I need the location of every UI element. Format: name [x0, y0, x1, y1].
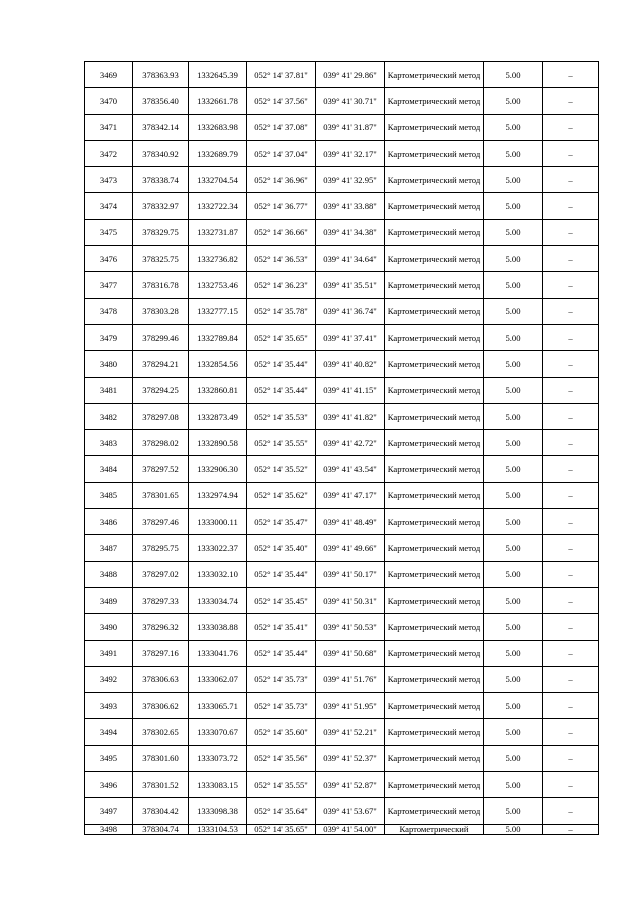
method-cell: Картометрический метод	[385, 351, 484, 377]
latitude-cell: 052° 14' 35.44"	[247, 561, 316, 587]
latitude-cell: 052° 14' 36.77"	[247, 193, 316, 219]
table-row	[85, 246, 599, 272]
point-number-cell: 3490	[85, 614, 133, 640]
point-number-cell: 3493	[85, 693, 133, 719]
method-cell: Картометрический	[385, 824, 484, 834]
latitude-cell: 052° 14' 35.44"	[247, 640, 316, 666]
table-row	[85, 509, 599, 535]
table-row	[85, 772, 599, 798]
point-number-cell: 3489	[85, 587, 133, 613]
coord-x-cell: 378302.65	[133, 719, 189, 745]
longitude-cell: 039° 41' 50.31"	[316, 587, 385, 613]
accuracy-cell: 5.00	[484, 798, 543, 824]
longitude-cell: 039° 41' 34.38"	[316, 219, 385, 245]
accuracy-cell: 5.00	[484, 693, 543, 719]
latitude-cell: 052° 14' 35.53"	[247, 403, 316, 429]
table-row	[85, 745, 599, 771]
longitude-cell: 039° 41' 50.68"	[316, 640, 385, 666]
coord-x-cell: 378296.32	[133, 614, 189, 640]
latitude-cell: 052° 14' 36.66"	[247, 219, 316, 245]
method-cell: Картометрический метод	[385, 587, 484, 613]
latitude-cell: 052° 14' 35.56"	[247, 745, 316, 771]
point-number-cell: 3492	[85, 666, 133, 692]
table-row	[85, 614, 599, 640]
longitude-cell: 039° 41' 43.54"	[316, 456, 385, 482]
coord-y-cell: 1332789.84	[189, 324, 247, 350]
accuracy-cell: 5.00	[484, 272, 543, 298]
note-cell: –	[543, 535, 599, 561]
table-row	[85, 140, 599, 166]
longitude-cell: 039° 41' 52.21"	[316, 719, 385, 745]
coord-y-cell: 1332661.78	[189, 88, 247, 114]
note-cell: –	[543, 772, 599, 798]
accuracy-cell: 5.00	[484, 719, 543, 745]
coord-x-cell: 378297.16	[133, 640, 189, 666]
coord-x-cell: 378294.21	[133, 351, 189, 377]
table-row	[85, 482, 599, 508]
latitude-cell: 052° 14' 35.64"	[247, 798, 316, 824]
method-cell: Картометрический метод	[385, 719, 484, 745]
note-cell: –	[543, 351, 599, 377]
coord-y-cell: 1333083.15	[189, 772, 247, 798]
accuracy-cell: 5.00	[484, 614, 543, 640]
point-number-cell: 3494	[85, 719, 133, 745]
longitude-cell: 039° 41' 54.00"	[316, 824, 385, 834]
accuracy-cell: 5.00	[484, 666, 543, 692]
latitude-cell: 052° 14' 35.45"	[247, 587, 316, 613]
accuracy-cell: 5.00	[484, 88, 543, 114]
point-number-cell: 3491	[85, 640, 133, 666]
latitude-cell: 052° 14' 36.53"	[247, 246, 316, 272]
note-cell: –	[543, 140, 599, 166]
accuracy-cell: 5.00	[484, 772, 543, 798]
method-cell: Картометрический метод	[385, 509, 484, 535]
coord-x-cell: 378304.74	[133, 824, 189, 834]
table-row	[85, 351, 599, 377]
coord-y-cell: 1332860.81	[189, 377, 247, 403]
coord-x-cell: 378297.52	[133, 456, 189, 482]
coord-x-cell: 378294.25	[133, 377, 189, 403]
point-number-cell: 3486	[85, 509, 133, 535]
latitude-cell: 052° 14' 36.96"	[247, 167, 316, 193]
longitude-cell: 039° 41' 52.87"	[316, 772, 385, 798]
latitude-cell: 052° 14' 35.40"	[247, 535, 316, 561]
longitude-cell: 039° 41' 50.17"	[316, 561, 385, 587]
note-cell: –	[543, 298, 599, 324]
table-row	[85, 219, 599, 245]
note-cell: –	[543, 640, 599, 666]
longitude-cell: 039° 41' 33.88"	[316, 193, 385, 219]
coord-x-cell: 378301.60	[133, 745, 189, 771]
coord-x-cell: 378332.97	[133, 193, 189, 219]
note-cell: –	[543, 824, 599, 834]
latitude-cell: 052° 14' 36.23"	[247, 272, 316, 298]
latitude-cell: 052° 14' 35.52"	[247, 456, 316, 482]
accuracy-cell: 5.00	[484, 324, 543, 350]
note-cell: –	[543, 745, 599, 771]
method-cell: Картометрический метод	[385, 693, 484, 719]
note-cell: –	[543, 219, 599, 245]
method-cell: Картометрический метод	[385, 140, 484, 166]
point-number-cell: 3480	[85, 351, 133, 377]
method-cell: Картометрический метод	[385, 430, 484, 456]
method-cell: Картометрический метод	[385, 219, 484, 245]
accuracy-cell: 5.00	[484, 587, 543, 613]
latitude-cell: 052° 14' 37.04"	[247, 140, 316, 166]
longitude-cell: 039° 41' 48.49"	[316, 509, 385, 535]
note-cell: –	[543, 430, 599, 456]
method-cell: Картометрический метод	[385, 324, 484, 350]
coord-x-cell: 378306.62	[133, 693, 189, 719]
longitude-cell: 039° 41' 32.17"	[316, 140, 385, 166]
coord-x-cell: 378363.93	[133, 62, 189, 88]
table-row	[85, 403, 599, 429]
point-number-cell: 3483	[85, 430, 133, 456]
accuracy-cell: 5.00	[484, 298, 543, 324]
table-row	[85, 430, 599, 456]
coord-y-cell: 1332890.58	[189, 430, 247, 456]
latitude-cell: 052° 14' 35.73"	[247, 693, 316, 719]
method-cell: Картометрический метод	[385, 62, 484, 88]
coord-y-cell: 1333073.72	[189, 745, 247, 771]
latitude-cell: 052° 14' 35.62"	[247, 482, 316, 508]
accuracy-cell: 5.00	[484, 430, 543, 456]
method-cell: Картометрический метод	[385, 298, 484, 324]
note-cell: –	[543, 798, 599, 824]
coord-y-cell: 1332736.82	[189, 246, 247, 272]
coord-y-cell: 1332731.87	[189, 219, 247, 245]
point-number-cell: 3495	[85, 745, 133, 771]
latitude-cell: 052° 14' 35.44"	[247, 377, 316, 403]
coord-x-cell: 378316.78	[133, 272, 189, 298]
coord-y-cell: 1333098.38	[189, 798, 247, 824]
table-row	[85, 666, 599, 692]
accuracy-cell: 5.00	[484, 509, 543, 535]
latitude-cell: 052° 14' 37.08"	[247, 114, 316, 140]
accuracy-cell: 5.00	[484, 377, 543, 403]
latitude-cell: 052° 14' 35.41"	[247, 614, 316, 640]
longitude-cell: 039° 41' 36.74"	[316, 298, 385, 324]
coord-x-cell: 378297.02	[133, 561, 189, 587]
latitude-cell: 052° 14' 37.81"	[247, 62, 316, 88]
table-row	[85, 62, 599, 88]
longitude-cell: 039° 41' 51.76"	[316, 666, 385, 692]
note-cell: –	[543, 614, 599, 640]
accuracy-cell: 5.00	[484, 62, 543, 88]
accuracy-cell: 5.00	[484, 219, 543, 245]
table-row	[85, 377, 599, 403]
table-row	[85, 719, 599, 745]
point-number-cell: 3498	[85, 824, 133, 834]
point-number-cell: 3485	[85, 482, 133, 508]
latitude-cell: 052° 14' 35.44"	[247, 351, 316, 377]
coord-y-cell: 1332689.79	[189, 140, 247, 166]
coordinates-table-page	[84, 61, 599, 835]
method-cell: Картометрический метод	[385, 535, 484, 561]
point-number-cell: 3481	[85, 377, 133, 403]
coord-x-cell: 378306.63	[133, 666, 189, 692]
point-number-cell: 3471	[85, 114, 133, 140]
coord-y-cell: 1332777.15	[189, 298, 247, 324]
accuracy-cell: 5.00	[484, 167, 543, 193]
coord-y-cell: 1333041.76	[189, 640, 247, 666]
method-cell: Картометрический метод	[385, 272, 484, 298]
coord-y-cell: 1332873.49	[189, 403, 247, 429]
table-row	[85, 587, 599, 613]
latitude-cell: 052° 14' 35.47"	[247, 509, 316, 535]
method-cell: Картометрический метод	[385, 403, 484, 429]
table-row	[85, 193, 599, 219]
method-cell: Картометрический метод	[385, 193, 484, 219]
accuracy-cell: 5.00	[484, 114, 543, 140]
coord-x-cell: 378301.65	[133, 482, 189, 508]
latitude-cell: 052° 14' 35.55"	[247, 772, 316, 798]
coord-x-cell: 378301.52	[133, 772, 189, 798]
coord-x-cell: 378295.75	[133, 535, 189, 561]
latitude-cell: 052° 14' 35.73"	[247, 666, 316, 692]
accuracy-cell: 5.00	[484, 193, 543, 219]
note-cell: –	[543, 114, 599, 140]
method-cell: Картометрический метод	[385, 167, 484, 193]
method-cell: Картометрический метод	[385, 561, 484, 587]
latitude-cell: 052° 14' 35.65"	[247, 324, 316, 350]
point-number-cell: 3474	[85, 193, 133, 219]
coord-x-cell: 378342.14	[133, 114, 189, 140]
table-row	[85, 324, 599, 350]
longitude-cell: 039° 41' 37.41"	[316, 324, 385, 350]
coord-y-cell: 1333070.67	[189, 719, 247, 745]
coord-x-cell: 378303.28	[133, 298, 189, 324]
coord-y-cell: 1333062.07	[189, 666, 247, 692]
point-number-cell: 3496	[85, 772, 133, 798]
point-number-cell: 3478	[85, 298, 133, 324]
table-row	[85, 167, 599, 193]
coord-x-cell: 378329.75	[133, 219, 189, 245]
table-row	[85, 640, 599, 666]
note-cell: –	[543, 693, 599, 719]
method-cell: Картометрический метод	[385, 640, 484, 666]
longitude-cell: 039° 41' 51.95"	[316, 693, 385, 719]
note-cell: –	[543, 272, 599, 298]
method-cell: Картометрический метод	[385, 614, 484, 640]
coord-y-cell: 1333032.10	[189, 561, 247, 587]
method-cell: Картометрический метод	[385, 88, 484, 114]
coord-x-cell: 378325.75	[133, 246, 189, 272]
note-cell: –	[543, 193, 599, 219]
coord-x-cell: 378298.02	[133, 430, 189, 456]
point-number-cell: 3470	[85, 88, 133, 114]
latitude-cell: 052° 14' 35.65"	[247, 824, 316, 834]
note-cell: –	[543, 482, 599, 508]
coord-y-cell: 1332683.98	[189, 114, 247, 140]
longitude-cell: 039° 41' 30.71"	[316, 88, 385, 114]
coord-x-cell: 378338.74	[133, 167, 189, 193]
note-cell: –	[543, 246, 599, 272]
coord-x-cell: 378297.33	[133, 587, 189, 613]
note-cell: –	[543, 719, 599, 745]
coord-y-cell: 1332974.94	[189, 482, 247, 508]
note-cell: –	[543, 403, 599, 429]
method-cell: Картометрический метод	[385, 666, 484, 692]
note-cell: –	[543, 377, 599, 403]
coord-y-cell: 1333000.11	[189, 509, 247, 535]
accuracy-cell: 5.00	[484, 351, 543, 377]
method-cell: Картометрический метод	[385, 377, 484, 403]
point-number-cell: 3479	[85, 324, 133, 350]
latitude-cell: 052° 14' 35.55"	[247, 430, 316, 456]
longitude-cell: 039° 41' 49.66"	[316, 535, 385, 561]
coord-y-cell: 1333034.74	[189, 587, 247, 613]
method-cell: Картометрический метод	[385, 772, 484, 798]
longitude-cell: 039° 41' 50.53"	[316, 614, 385, 640]
point-number-cell: 3475	[85, 219, 133, 245]
point-number-cell: 3477	[85, 272, 133, 298]
table-row	[85, 798, 599, 824]
coord-y-cell: 1333022.37	[189, 535, 247, 561]
note-cell: –	[543, 561, 599, 587]
accuracy-cell: 5.00	[484, 561, 543, 587]
accuracy-cell: 5.00	[484, 456, 543, 482]
note-cell: –	[543, 62, 599, 88]
table-row	[85, 456, 599, 482]
coord-x-cell: 378304.42	[133, 798, 189, 824]
longitude-cell: 039° 41' 41.15"	[316, 377, 385, 403]
longitude-cell: 039° 41' 29.86"	[316, 62, 385, 88]
coord-y-cell: 1332906.30	[189, 456, 247, 482]
coord-y-cell: 1333065.71	[189, 693, 247, 719]
latitude-cell: 052° 14' 37.56"	[247, 88, 316, 114]
method-cell: Картометрический метод	[385, 482, 484, 508]
coord-y-cell: 1332854.56	[189, 351, 247, 377]
point-number-cell: 3484	[85, 456, 133, 482]
method-cell: Картометрический метод	[385, 745, 484, 771]
point-number-cell: 3487	[85, 535, 133, 561]
point-number-cell: 3497	[85, 798, 133, 824]
coord-y-cell: 1332722.34	[189, 193, 247, 219]
accuracy-cell: 5.00	[484, 640, 543, 666]
longitude-cell: 039° 41' 32.95"	[316, 167, 385, 193]
table-row	[85, 824, 599, 834]
method-cell: Картометрический метод	[385, 114, 484, 140]
accuracy-cell: 5.00	[484, 745, 543, 771]
method-cell: Картометрический метод	[385, 456, 484, 482]
table-row	[85, 298, 599, 324]
note-cell: –	[543, 88, 599, 114]
coord-x-cell: 378299.46	[133, 324, 189, 350]
longitude-cell: 039° 41' 40.82"	[316, 351, 385, 377]
point-number-cell: 3476	[85, 246, 133, 272]
coord-y-cell: 1333104.53	[189, 824, 247, 834]
coordinates-table	[84, 61, 599, 835]
note-cell: –	[543, 509, 599, 535]
note-cell: –	[543, 167, 599, 193]
point-number-cell: 3469	[85, 62, 133, 88]
coord-y-cell: 1333038.88	[189, 614, 247, 640]
table-row	[85, 88, 599, 114]
point-number-cell: 3488	[85, 561, 133, 587]
point-number-cell: 3473	[85, 167, 133, 193]
table-row	[85, 535, 599, 561]
longitude-cell: 039° 41' 52.37"	[316, 745, 385, 771]
table-row	[85, 114, 599, 140]
coord-y-cell: 1332753.46	[189, 272, 247, 298]
coord-x-cell: 378356.40	[133, 88, 189, 114]
note-cell: –	[543, 456, 599, 482]
longitude-cell: 039° 41' 31.87"	[316, 114, 385, 140]
coord-x-cell: 378340.92	[133, 140, 189, 166]
point-number-cell: 3472	[85, 140, 133, 166]
longitude-cell: 039° 41' 47.17"	[316, 482, 385, 508]
longitude-cell: 039° 41' 42.72"	[316, 430, 385, 456]
accuracy-cell: 5.00	[484, 246, 543, 272]
accuracy-cell: 5.00	[484, 140, 543, 166]
coord-y-cell: 1332704.54	[189, 167, 247, 193]
longitude-cell: 039° 41' 53.67"	[316, 798, 385, 824]
note-cell: –	[543, 587, 599, 613]
latitude-cell: 052° 14' 35.78"	[247, 298, 316, 324]
point-number-cell: 3482	[85, 403, 133, 429]
longitude-cell: 039° 41' 35.51"	[316, 272, 385, 298]
accuracy-cell: 5.00	[484, 482, 543, 508]
method-cell: Картометрический метод	[385, 246, 484, 272]
table-row	[85, 272, 599, 298]
coord-x-cell: 378297.46	[133, 509, 189, 535]
table-row	[85, 561, 599, 587]
coord-y-cell: 1332645.39	[189, 62, 247, 88]
accuracy-cell: 5.00	[484, 824, 543, 834]
coord-x-cell: 378297.08	[133, 403, 189, 429]
note-cell: –	[543, 666, 599, 692]
note-cell: –	[543, 324, 599, 350]
accuracy-cell: 5.00	[484, 403, 543, 429]
longitude-cell: 039° 41' 41.82"	[316, 403, 385, 429]
method-cell: Картометрический метод	[385, 798, 484, 824]
longitude-cell: 039° 41' 34.64"	[316, 246, 385, 272]
latitude-cell: 052° 14' 35.60"	[247, 719, 316, 745]
table-row	[85, 693, 599, 719]
accuracy-cell: 5.00	[484, 535, 543, 561]
